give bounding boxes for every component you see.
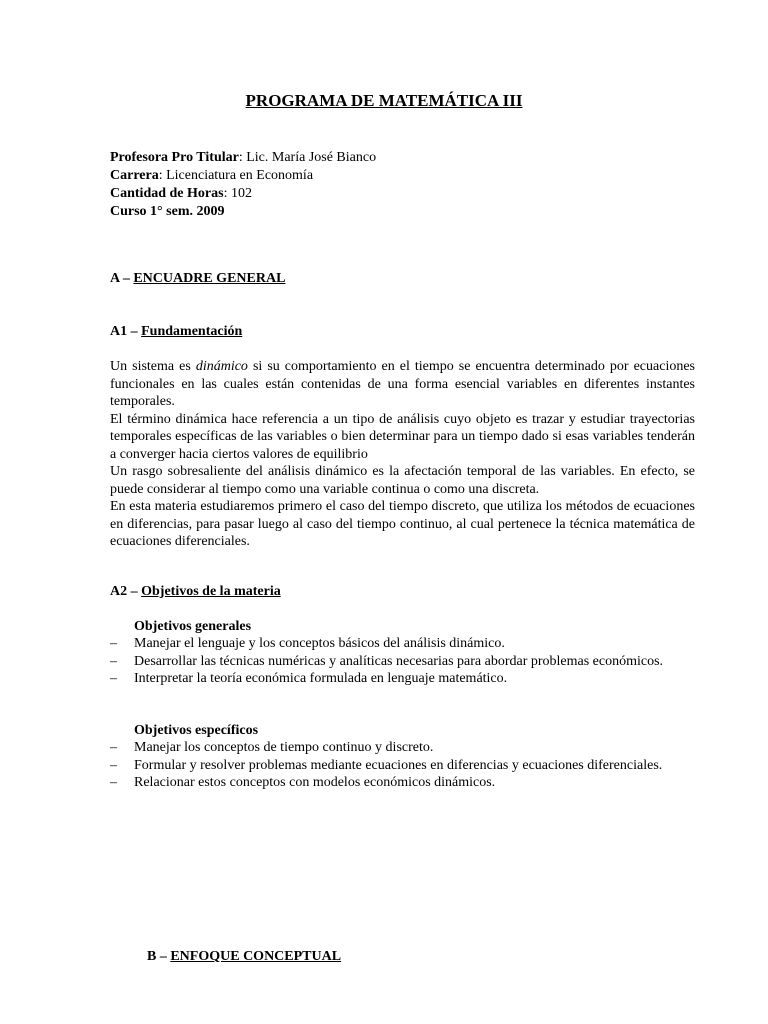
- fundamentacion-text: [110, 358, 695, 551]
- paragraph: En esta materia estudiaremos primero el caso del tiempo discreto, que utiliza los métodos de ecuaciones en diferencias, para pasar luego al caso del tiempo continuo, al cual pertenece la técnica matemática de ecuaciones diferenciales.: [110, 499, 695, 549]
- horas-row: [110, 185, 700, 203]
- section-a1-prefix: A1 –: [110, 324, 142, 339]
- dash-bullet: –: [110, 636, 117, 651]
- list-item: – Relacionar estos conceptos con modelos económicos dinámicos.: [110, 775, 496, 790]
- dash-bullet: –: [110, 775, 117, 790]
- section-a1-heading: [110, 323, 242, 341]
- objetivos-especificos-list: [110, 739, 695, 792]
- section-a2-prefix: A2 –: [110, 584, 142, 599]
- list-item: – Manejar el lenguaje y los conceptos básicos del análisis dinámico.: [110, 636, 505, 651]
- list-item: – Manejar los conceptos de tiempo continuo y discreto.: [110, 740, 434, 755]
- objetivos-especificos-heading: Objetivos específicos: [134, 723, 259, 738]
- section-b-heading: [147, 948, 341, 966]
- dash-bullet: –: [110, 671, 117, 686]
- section-b-title: ENFOQUE CONCEPTUAL: [170, 949, 342, 964]
- horas-value: : 102: [223, 186, 252, 201]
- section-a-title: ENCUADRE GENERAL: [133, 271, 286, 286]
- list-item: – Desarrollar las técnicas numéricas y analíticas necesarias para abordar problemas económicos.: [110, 653, 664, 669]
- section-b-prefix: B –: [147, 949, 171, 964]
- section-a2-title: Objetivos de la materia: [141, 584, 281, 599]
- profesora-label: Profesora Pro Titular: [110, 150, 239, 165]
- carrera-row: [110, 167, 700, 185]
- section-a1-title: Fundamentación: [141, 324, 243, 339]
- profesora-row: [110, 149, 700, 167]
- horas-label: Cantidad de Horas: [110, 186, 224, 201]
- dash-bullet: –: [110, 740, 117, 755]
- section-a2-heading: [110, 583, 281, 601]
- course-info: [110, 149, 700, 221]
- carrera-label: Carrera: [110, 168, 159, 183]
- objetivos-generales-heading: Objetivos generales: [134, 619, 252, 634]
- document-title: PROGRAMA DE MATEMÁTICA III: [245, 91, 523, 110]
- paragraph: Un sistema es dinámico si su comportamiento en el tiempo se encuentra determinado por ecuaciones funcionales en las cuales están contenidas de una forma esencial variables en diferentes instantes temporales.: [110, 359, 695, 409]
- list-item: – Formular y resolver problemas mediante ecuaciones en diferencias y ecuaciones diferenciales.: [110, 757, 663, 773]
- section-a-prefix: A –: [110, 271, 134, 286]
- dash-bullet: –: [110, 653, 117, 669]
- paragraph: El término dinámica hace referencia a un tipo de análisis cuyo objeto es trazar y estudiar trayectorias temporales específicas de las variables o bien determinar para un tiempo dado si esas variables tenderán a converger hacia ciertos valores de equilibrio: [110, 411, 695, 462]
- curso-row: Curso 1° sem. 2009: [110, 204, 225, 219]
- dash-bullet: –: [110, 757, 117, 773]
- section-a-heading: [110, 270, 285, 288]
- objetivos-generales-list: [110, 635, 695, 688]
- carrera-value: : Licenciatura en Economía: [158, 168, 314, 183]
- profesora-value: : Lic. María José Bianco: [238, 150, 377, 165]
- list-item: – Interpretar la teoría económica formulada en lenguaje matemático.: [110, 671, 508, 686]
- paragraph: Un rasgo sobresaliente del análisis dinámico es la afectación temporal de las variables. En efecto, se puede considerar al tiempo como una variable continua o como una discreta.: [110, 464, 695, 497]
